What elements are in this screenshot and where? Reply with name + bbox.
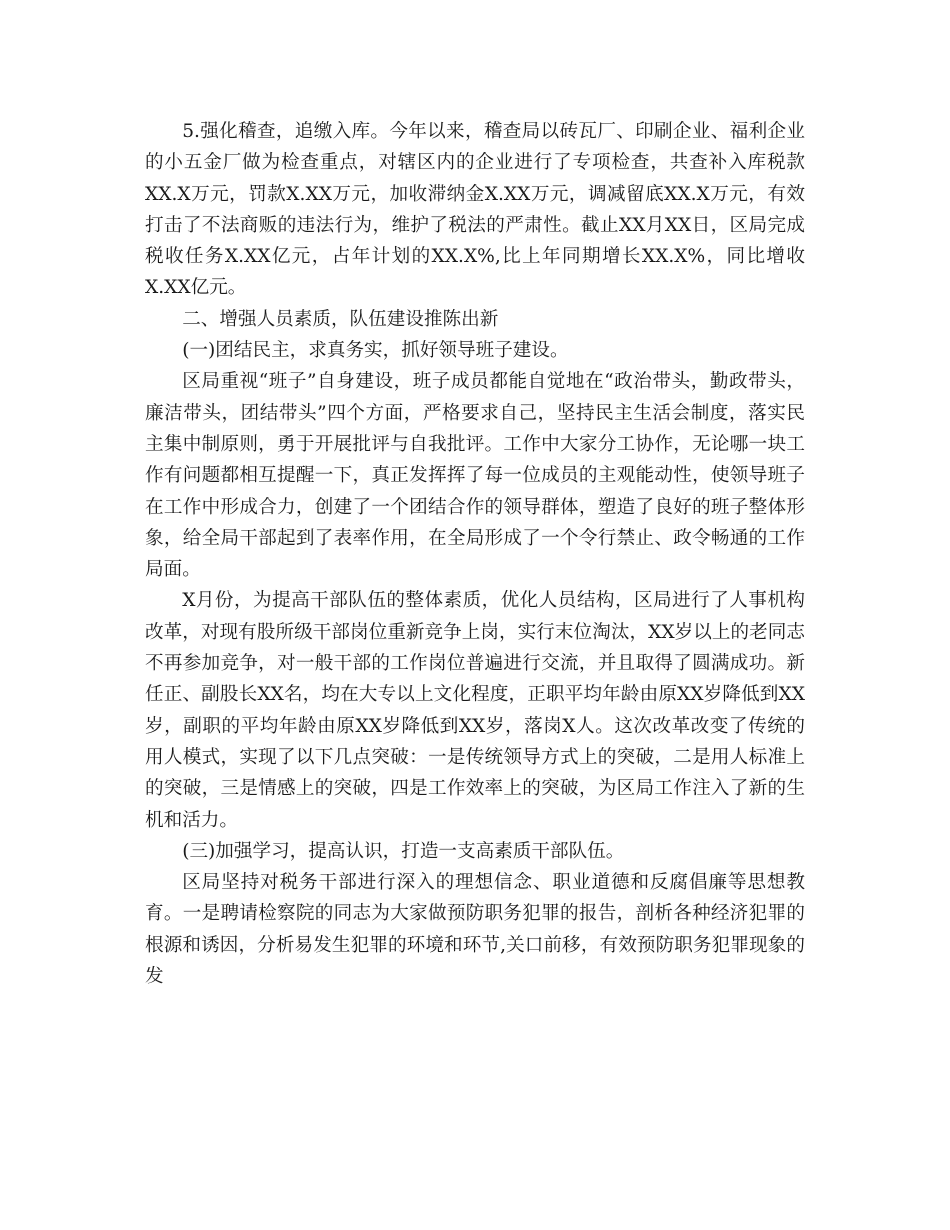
paragraph-enforcement: 5.强化稽查，追缴入库。今年以来，稽查局以砖瓦厂、印刷企业、福利企业的小五金厂做为检查重点，对辖区内的企业进行了专项检查，共查补入库税款XX.X万元，罚款X.XX万元，加收滞纳金X.XX万元，调减留底XX.X万元，有效打击了不法商贩的违法行为，维护了税法的严肃性。截止XX月XX日，区局完成税收任务X.XX亿元，占年计划的XX.X%,比上年同期增长XX.X%，同比增收X.XX亿元。 <box>145 121 805 299</box>
section-heading-personnel: 二、增强人员素质，队伍建设推陈出新 <box>182 308 499 330</box>
subheading-study: (三)加强学习，提高认识，打造一支高素质干部队伍。 <box>182 840 625 862</box>
subheading-leadership: (一)团结民主，求真务实，抓好领导班子建设。 <box>182 340 569 362</box>
paragraph-personnel-reform: X月份，为提高干部队伍的整体素质，优化人员结构，区局进行了人事机构改革，对现有股所级干部岗位重新竞争上岗，实行末位淘汰，XX岁以上的老同志不再参加竞争，对一般干部的工作岗位普遍进行交流，并且取得了圆满成功。新任正、副股长XX名，均在大专以上文化程度，正职平均年龄由原XX岁降低到XX岁，副职的平均年龄由原XX岁降低到XX岁，落岗X人。这次改革改变了传统的用人模式，实现了以下几点突破：一是传统领导方式上的突破，二是用人标准上的突破，三是情感上的突破，四是工作效率上的突破，为区局工作注入了新的生机和活力。 <box>145 590 805 831</box>
paragraph-education: 区局坚持对税务干部进行深入的理想信念、职业道德和反腐倡廉等思想教育。一是聘请检察院的同志为大家做预防职务犯罪的报告，剖析各种经济犯罪的根源和诱因，分析易发生犯罪的环境和环节,关口前移，有效预防职务犯罪现象的发 <box>145 872 805 988</box>
paragraph-leadership-team: 区局重视“班子”自身建设，班子成员都能自觉地在“政治带头，勤政带头，廉洁带头，团结带头”四个方面，严格要求自己，坚持民主生活会制度，落实民主集中制原则，勇于开展批评与自我批评。工作中大家分工协作，无论哪一块工作有问题都相互提醒一下，真正发挥挥了每一位成员的主观能动性，使领导班子在工作中形成合力，创建了一个团结合作的领导群体，塑造了良好的班子整体形象，给全局干部起到了表率作用，在全局形成了一个令行禁止、政令畅通的工作局面。 <box>145 371 805 581</box>
document-page <box>145 116 805 992</box>
